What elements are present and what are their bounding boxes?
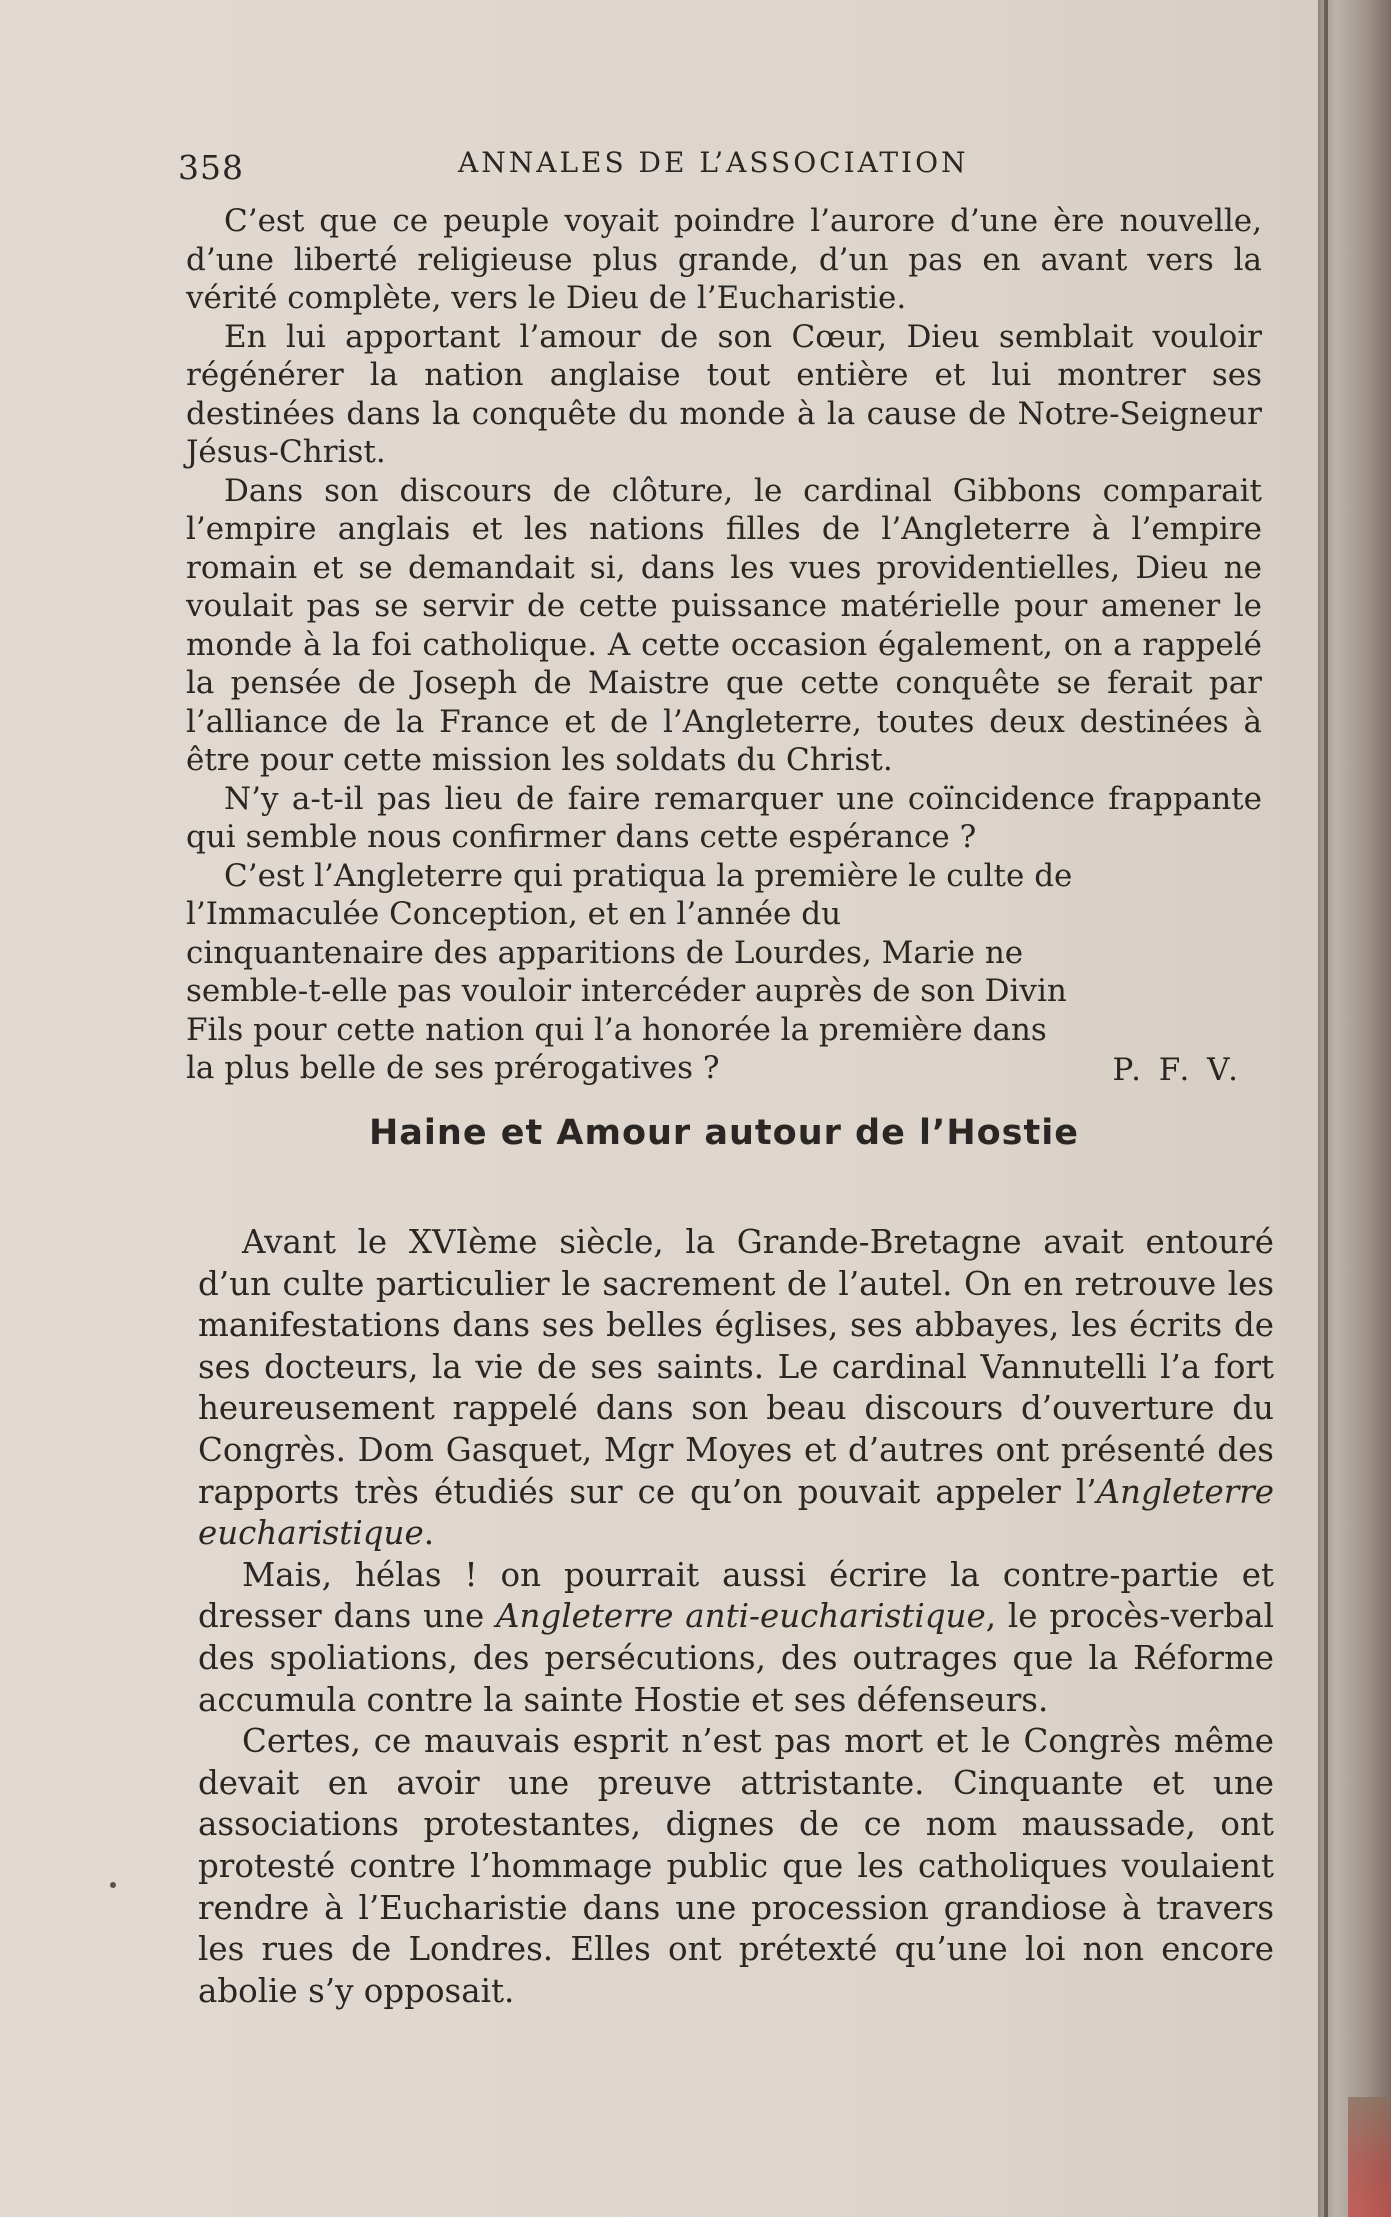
paragraph-text: Avant le XVIème siècle, la Grande-Bretagne avait entouré d’un culte particulier le sacrement de l’autel. On en retrouve les manifestations dans ses belles églises, ses abbayes, les écrits de ses docteurs, la vie de ses saints. Le cardinal Vannutelli l’a fort heureusement rappelé dans son beau discours d’ouverture du Congrès. Dom Gasquet, Mgr Moyes et d’autres ont présenté des rapports très étudiés sur ce qu’on pouvait appeler l’	[198, 1223, 1274, 1511]
closing-paragraph	[186, 857, 1262, 1088]
page-edge	[1324, 0, 1328, 2217]
paragraph: Certes, ce mauvais esprit n’est pas mort et le Congrès même devait en avoir une preuve attristante. Cinquante et une associations protestantes, dignes de ce nom maussade, ont protesté contre l’hommage public que les catholiques voulaient rendre à l’Eucharistie dans une procession grandiose à travers les rues de Londres. Elles ont prétexté qu’une loi non encore abolie s’y opposait.	[198, 1722, 1274, 2010]
paragraph-text: , le procès-verbal des spoliations, des persécutions, des outrages que la Réforme accumula contre la sainte Hostie et ses défenseurs.	[198, 1597, 1274, 1719]
section-title: Haine et Amour autour de l’Hostie	[369, 1113, 1079, 1153]
paragraph	[198, 1222, 1274, 1555]
paper-speck	[110, 1882, 116, 1888]
paragraph: N’y a-t-il pas lieu de faire remarquer une coïncidence frappante qui semble nous confirmer dans cette espérance ?	[186, 780, 1262, 855]
paragraph: C’est l’Angleterre qui pratiqua la première le culte de l’Immaculée Conception, et en l’année du cinquantenaire des apparitions de Lourdes, Marie ne semble-t-elle pas vouloir intercéder auprès de son Divin Fils pour cette nation qui l’a honorée la première dans la plus belle de ses prérogatives ?	[186, 857, 1073, 1086]
paragraph-text: .	[423, 1514, 435, 1553]
paragraph: Dans son discours de clôture, le cardinal Gibbons comparait l’empire anglais et les nations filles de l’Angleterre à l’empire romain et se demandait si, dans les vues providentielles, Dieu ne voulait pas se servir de cette puissance matérielle pour amener le monde à la foi catholique. A cette occasion également, on a rappelé la pensée de Joseph de Maistre que cette conquête se ferait par l’alliance de la France et de l’Angleterre, toutes deux destinées à être pour cette mission les soldats du Christ.	[186, 472, 1262, 778]
paragraph	[198, 1555, 1274, 1721]
paragraph: En lui apportant l’amour de son Cœur, Dieu semblait vouloir régénérer la nation anglaise tout entière et lui montrer ses destinées dans la conquête du monde à la cause de Notre-Seigneur Jésus-Christ.	[186, 318, 1262, 470]
first-section	[186, 202, 1262, 1088]
second-section	[198, 1222, 1274, 2012]
italic-phrase: Angleterre eucharistique	[198, 1472, 1274, 1553]
book-spine	[1318, 0, 1391, 2217]
page-number: 358	[178, 148, 244, 187]
paragraph: C’est que ce peuple voyait poindre l’aurore d’une ère nouvelle, d’une liberté religieuse plus grande, d’un pas en avant vers la vérité complète, vers le Dieu de l’Eucharistie.	[186, 203, 1262, 316]
italic-phrase: Angleterre anti-eucharistique	[496, 1597, 986, 1636]
running-title: ANNALES DE L’ASSOCIATION	[458, 146, 969, 179]
page-header	[178, 142, 1258, 187]
paragraph-text: Mais, hélas ! on pourrait aussi écrire la contre-partie et dresser dans une	[198, 1555, 1274, 1636]
spine-foot	[1348, 2097, 1391, 2217]
author-signature: P. F. V.	[1112, 1051, 1242, 1088]
